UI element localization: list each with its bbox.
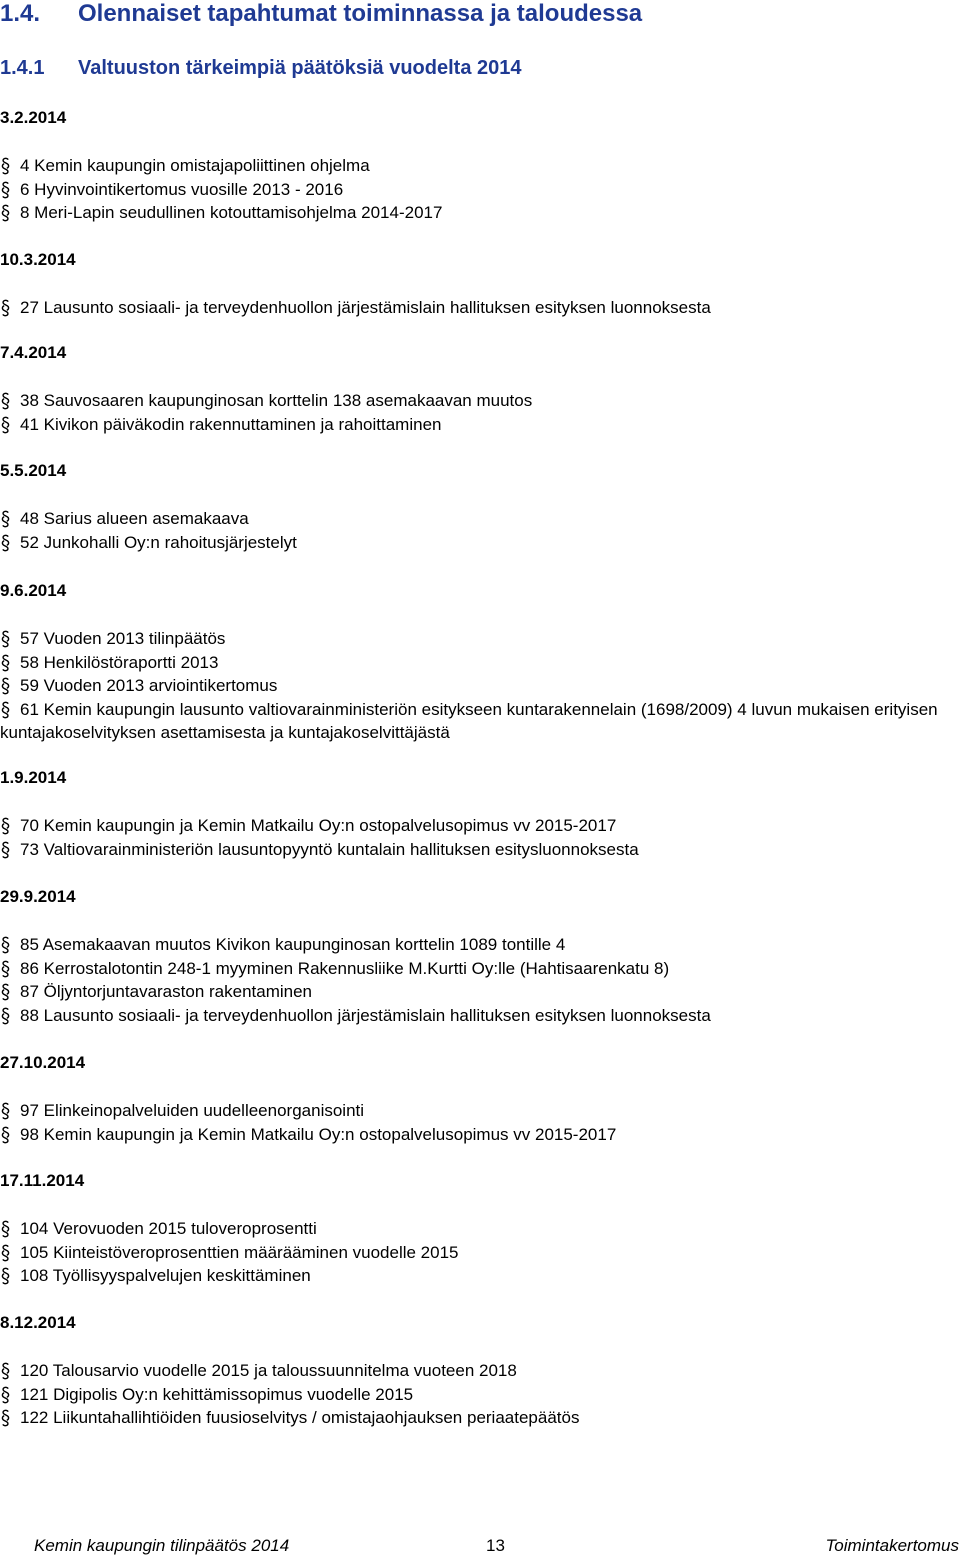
decision-item-text: 41 Kivikon päiväkodin rakennuttaminen ja rahoittaminen bbox=[20, 414, 442, 434]
decision-item-text: 104 Verovuoden 2015 tuloveroprosentti bbox=[20, 1219, 317, 1238]
decision-item bbox=[0, 201, 958, 224]
decision-item-text: 86 Kerrostalotontin 248-1 myyminen Rakennusliike M.Kurtti Oy:lle (Hahtisaarenkatu 8) bbox=[20, 958, 670, 978]
meeting-date: 9.6.2014 bbox=[0, 581, 67, 600]
section-sign-bullet-icon bbox=[0, 1007, 11, 1025]
decision-item-text: 58 Henkilöstöraportti 2013 bbox=[20, 652, 219, 672]
decision-item-text: 121 Digipolis Oy:n kehittämissopimus vuodelle 2015 bbox=[20, 1384, 414, 1404]
decision-item bbox=[0, 674, 958, 697]
meeting-date: 17.11.2014 bbox=[0, 1171, 85, 1190]
decision-item bbox=[0, 1099, 958, 1122]
meeting-date: 8.12.2014 bbox=[0, 1313, 76, 1332]
footer-page-number: 13 bbox=[486, 1536, 505, 1555]
section-sign-bullet-icon bbox=[0, 983, 11, 1001]
meeting-date: 29.9.2014 bbox=[0, 887, 76, 906]
subsection-heading bbox=[0, 56, 522, 80]
decision-item bbox=[0, 1264, 958, 1287]
decision-item bbox=[0, 1383, 958, 1406]
decision-item bbox=[0, 698, 958, 744]
decision-item-text: 57 Vuoden 2013 tilinpäätös bbox=[20, 629, 226, 648]
section-sign-bullet-icon bbox=[0, 204, 11, 222]
decision-item-text: 87 Öljyntorjuntavaraston rakentaminen bbox=[20, 982, 312, 1002]
decision-item bbox=[0, 627, 958, 650]
section-heading-title: Olennaiset tapahtumat toiminnassa ja taloudessa bbox=[78, 0, 643, 27]
section-sign-bullet-icon bbox=[0, 416, 11, 434]
bullet bbox=[0, 814, 20, 835]
decision-item-text: 98 Kemin kaupungin ja Kemin Matkailu Oy:n ostopalvelusopimus vv 2015-2017 bbox=[20, 1124, 617, 1144]
bullet bbox=[0, 178, 20, 199]
decision-item-text: 59 Vuoden 2013 arviointikertomus bbox=[20, 676, 278, 696]
bullet bbox=[0, 1359, 20, 1380]
bullet bbox=[0, 1004, 20, 1025]
decision-item-text: 8 Meri-Lapin seudullinen kotouttamisohjelma 2014-2017 bbox=[20, 203, 443, 223]
section-sign-bullet-icon bbox=[0, 677, 11, 695]
meeting-date: 7.4.2014 bbox=[0, 343, 67, 362]
decision-item-text: 122 Liikuntahallihtiöiden fuusioselvitys / omistajaohjauksen periaatepäätös bbox=[20, 1408, 580, 1428]
meeting-date: 5.5.2014 bbox=[0, 461, 67, 480]
decision-item bbox=[0, 933, 958, 956]
decision-item bbox=[0, 1004, 958, 1027]
bullet bbox=[0, 154, 20, 175]
section-sign-bullet-icon bbox=[0, 1386, 11, 1404]
bullet bbox=[0, 674, 20, 695]
decision-item-text: 97 Elinkeinopalveluiden uudelleenorganisointi bbox=[20, 1101, 365, 1120]
decision-item-text: 61 Kemin kaupungin lausunto valtiovarainministeriön esitykseen kuntarakennelain (1698/2009) 4 luvun mukaisen erityisen kuntajakoselvityksen asettamisesta ja kuntajakoselvittäjästä bbox=[0, 699, 938, 742]
bullet bbox=[0, 1099, 20, 1120]
decision-item-text: 88 Lausunto sosiaali- ja terveydenhuollon järjestämislain hallituksen esityksen luonnoksesta bbox=[20, 1005, 711, 1025]
section-sign-bullet-icon bbox=[0, 157, 11, 175]
decision-item-text: 4 Kemin kaupungin omistajapoliittinen ohjelma bbox=[20, 156, 370, 175]
decision-item-text: 70 Kemin kaupungin ja Kemin Matkailu Oy:n ostopalvelusopimus vv 2015-2017 bbox=[20, 816, 617, 835]
bullet bbox=[0, 698, 20, 719]
section-sign-bullet-icon bbox=[0, 1362, 11, 1380]
section-sign-bullet-icon bbox=[0, 1409, 11, 1427]
bullet bbox=[0, 933, 20, 954]
decision-item-text: 105 Kiinteistöveroprosenttien määrääminen vuodelle 2015 bbox=[20, 1242, 459, 1262]
decision-item-text: 48 Sarius alueen asemakaava bbox=[20, 509, 249, 528]
decision-item-text: 85 Asemakaavan muutos Kivikon kaupunginosan korttelin 1089 tontille 4 bbox=[20, 935, 566, 954]
section-heading-number: 1.4. bbox=[0, 0, 41, 27]
section-sign-bullet-icon bbox=[0, 936, 11, 954]
section-sign-bullet-icon bbox=[0, 841, 11, 859]
bullet bbox=[0, 1241, 20, 1262]
decision-item bbox=[0, 1217, 958, 1240]
bullet bbox=[0, 1406, 20, 1427]
decision-item bbox=[0, 413, 958, 436]
section-sign-bullet-icon bbox=[0, 392, 11, 410]
bullet bbox=[0, 838, 20, 859]
subsection-heading-title: Valtuuston tärkeimpiä päätöksiä vuodelta 2014 bbox=[78, 57, 522, 79]
bullet bbox=[0, 531, 20, 552]
decision-item-text: 27 Lausunto sosiaali- ja terveydenhuollon järjestämislain hallituksen esityksen luonnoksesta bbox=[20, 298, 711, 317]
decision-item bbox=[0, 957, 958, 980]
bullet bbox=[0, 201, 20, 222]
decision-item bbox=[0, 814, 958, 837]
section-sign-bullet-icon bbox=[0, 701, 11, 719]
meeting-date: 10.3.2014 bbox=[0, 250, 76, 269]
bullet bbox=[0, 1123, 20, 1144]
decision-item bbox=[0, 178, 958, 201]
decision-item bbox=[0, 296, 958, 319]
decision-item bbox=[0, 1123, 958, 1146]
decision-item-text: 120 Talousarvio vuodelle 2015 ja taloussuunnitelma vuoteen 2018 bbox=[20, 1361, 517, 1380]
section-sign-bullet-icon bbox=[0, 654, 11, 672]
bullet bbox=[0, 389, 20, 410]
footer-document-title: Kemin kaupungin tilinpäätös 2014 bbox=[34, 1536, 290, 1555]
section-sign-bullet-icon bbox=[0, 1267, 11, 1285]
decision-item-text: 52 Junkohalli Oy:n rahoitusjärjestelyt bbox=[20, 532, 297, 552]
section-sign-bullet-icon bbox=[0, 960, 11, 978]
decision-item bbox=[0, 1359, 958, 1382]
section-sign-bullet-icon bbox=[0, 1102, 11, 1120]
meeting-date: 27.10.2014 bbox=[0, 1053, 86, 1072]
bullet bbox=[0, 651, 20, 672]
section-sign-bullet-icon bbox=[0, 299, 11, 317]
section-sign-bullet-icon bbox=[0, 534, 11, 552]
bullet bbox=[0, 296, 20, 317]
footer-section-title: Toimintakertomus bbox=[825, 1536, 959, 1555]
section-sign-bullet-icon bbox=[0, 510, 11, 528]
decision-item-text: 6 Hyvinvointikertomus vuosille 2013 - 2016 bbox=[20, 179, 344, 199]
section-sign-bullet-icon bbox=[0, 1126, 11, 1144]
bullet bbox=[0, 957, 20, 978]
bullet bbox=[0, 413, 20, 434]
section-sign-bullet-icon bbox=[0, 181, 11, 199]
decision-item bbox=[0, 1406, 958, 1429]
decision-item bbox=[0, 507, 958, 530]
section-sign-bullet-icon bbox=[0, 1244, 11, 1262]
decision-item bbox=[0, 651, 958, 674]
decision-item bbox=[0, 980, 958, 1003]
bullet bbox=[0, 1383, 20, 1404]
decision-item bbox=[0, 1241, 958, 1264]
bullet bbox=[0, 507, 20, 528]
bullet bbox=[0, 980, 20, 1001]
bullet bbox=[0, 1217, 20, 1238]
bullet bbox=[0, 627, 20, 648]
decision-item bbox=[0, 154, 958, 177]
section-sign-bullet-icon bbox=[0, 630, 11, 648]
decision-item-text: 73 Valtiovarainministeriön lausuntopyyntö kuntalain hallituksen esitysluonnoksesta bbox=[20, 839, 639, 859]
meeting-date: 1.9.2014 bbox=[0, 768, 67, 787]
section-sign-bullet-icon bbox=[0, 817, 11, 835]
bullet bbox=[0, 1264, 20, 1285]
meeting-date: 3.2.2014 bbox=[0, 108, 67, 127]
decision-item-text: 108 Työllisyyspalvelujen keskittäminen bbox=[20, 1266, 311, 1286]
decision-item-text: 38 Sauvosaaren kaupunginosan korttelin 138 asemakaavan muutos bbox=[20, 391, 533, 410]
decision-item bbox=[0, 389, 958, 412]
section-sign-bullet-icon bbox=[0, 1220, 11, 1238]
decision-item bbox=[0, 531, 958, 554]
decision-item bbox=[0, 838, 958, 861]
section-heading bbox=[0, 0, 642, 28]
subsection-heading-number: 1.4.1 bbox=[0, 57, 45, 79]
